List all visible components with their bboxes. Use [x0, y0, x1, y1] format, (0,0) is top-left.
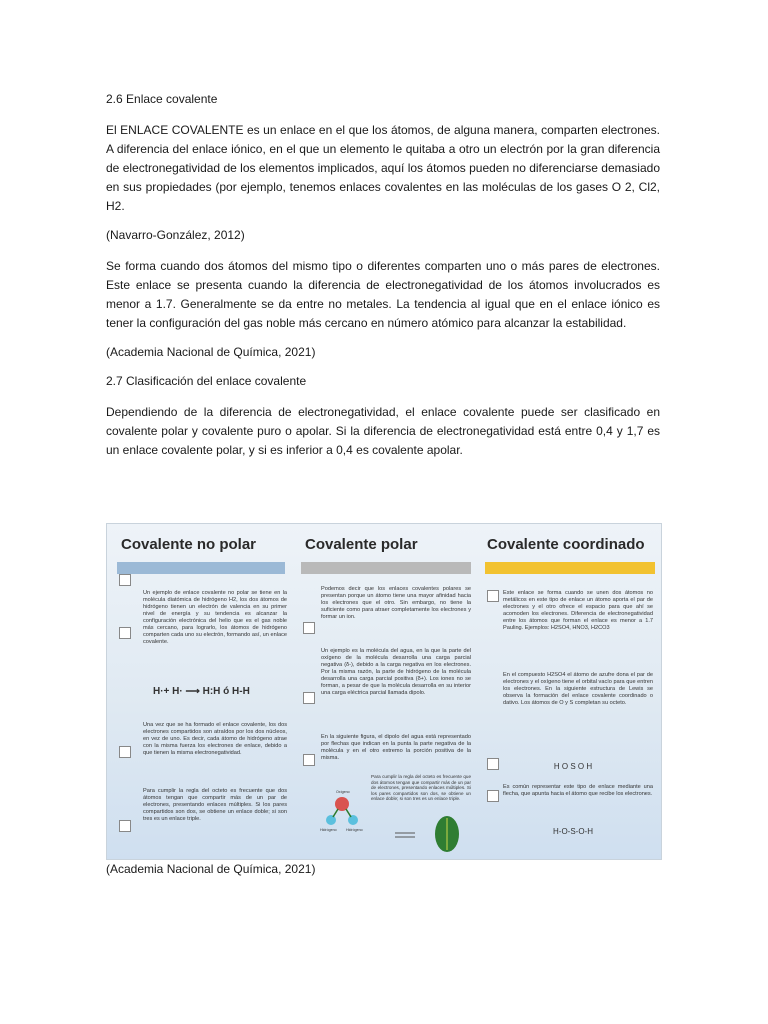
hydrogen-label: Hidrógeno	[320, 828, 337, 832]
checkbox-icon	[487, 758, 499, 770]
oxygen-label: Oxígeno	[336, 790, 350, 794]
double-bond-icon	[393, 830, 417, 840]
title-covalente-polar: Covalente polar	[305, 536, 418, 553]
checkbox-icon	[119, 746, 131, 758]
color-bar-polar	[301, 562, 471, 574]
h2-formation-formula: H·+ H· ⟶ H:H ó H-H	[153, 686, 250, 697]
citation-academia: (Academia Nacional de Química, 2021)	[106, 345, 316, 359]
checkbox-icon	[303, 692, 315, 704]
color-bar-no-polar	[117, 562, 285, 574]
checkbox-icon	[303, 622, 315, 634]
checkbox-icon	[487, 590, 499, 602]
paragraph-formacion: Se forma cuando dos átomos del mismo tipo o diferentes comparten uno o más pares de electrones. Este enlace se presenta cuando la diferencia de electronegatividad de los átomos involucrados es menor a 1.7. Generalmente se da entre no metales. La tendencia al igual que en el enlace iónico es tener la configuración del gas noble más cercano en número atómico para alcanzar la estabilidad.	[106, 259, 660, 330]
text-no-polar-octet: Para cumplir la regla del octeto es frecuente que dos átomos tengan que compartir más de un par de electrones, presentando enlaces múltiples. Si los pares compartidos son dos, se obtiene un enlace doble; si son tres es un enlace triple.	[143, 788, 287, 822]
citation-navarro: (Navarro-González, 2012)	[106, 228, 245, 242]
title-covalente-coordinado: Covalente coordinado	[487, 536, 645, 553]
water-molecule-icon	[319, 788, 365, 834]
text-coordinado-arrow: Es común representar este tipo de enlace mediante una flecha, que apunta hacia el átomo que recibe los electrones.	[503, 784, 653, 797]
text-coordinado-intro: Este enlace se forma cuando se unen dos átomos no metálicos en este tipo de enlace un átomo aporta el par de electrones y el otro ofrece el espacio para que ahí se acomoden los electrones. Diferencia de electronegatividad entre los átomos que forman el enlace es menor a 1.7 Pauling. Ejemplos: H2SO4, HNO3, H2CO3	[503, 590, 653, 631]
text-polar-octet: Para cumplir la regla del octeto es frecuente que dos átomos tengan que compartir más de un par de electrones, presentando enlaces múltiples. Si los pares compartidos son dos, se obtiene un enlace doble; si son tres es un enlace triple.	[371, 774, 471, 802]
figure-citation: (Academia Nacional de Química, 2021)	[106, 862, 316, 876]
structural-formula-arrow: H-O-S-O-H	[553, 827, 593, 836]
column-covalente-no-polar	[107, 524, 291, 859]
checkbox-icon	[487, 790, 499, 802]
section-heading-2-7: 2.7 Clasificación del enlace covalente	[106, 374, 307, 388]
checkbox-icon	[119, 820, 131, 832]
text-polar-water: Un ejemplo es la molécula del agua, en la que la parte del oxígeno de la molécula desarrolla una carga parcial negativa (δ-), debido a la carga negativa en los electrones. Por la misma razón, la parte de hidrógeno de la molécula desarrolla una carga parcial positiva (δ+). Los iones no se forman, a pesar de que la molécula desarrolla en su interior una carga eléctrica parcial llamada dipolo.	[321, 648, 471, 696]
text-polar-dipole: En la siguiente figura, el dipolo del agua está representado por flechas que indican en la punta la parte negativa de la molécula y en el otro extremo la porción positiva de la misma.	[321, 734, 471, 761]
document-body	[106, 92, 660, 472]
section-heading-2-6: 2.6 Enlace covalente	[106, 92, 218, 106]
text-no-polar-attraction: Una vez que se ha formado el enlace covalente, los dos electrones compartidos son atraídos por los dos núcleos, en vez de uno. Es decir, cada átomo de hidrógeno atrae con la misma fuerza los electrones de enlace, debido a que tienen la misma electronegatividad.	[143, 722, 287, 756]
leaf-illustration-icon	[429, 814, 465, 854]
lewis-structure-dot: H O S O H	[553, 762, 593, 771]
checkbox-icon	[119, 627, 131, 639]
checkbox-icon	[303, 754, 315, 766]
text-coordinado-h2so4: En el compuesto H2SO4 el átomo de azufre dona el par de electrones y el oxígeno tiene el orbital vacío para que entren los electrones. En la siguiente estructura de Lewis se observa la formación del enlace covalente coordinado o dativo. Los átomos de O y S completan su octeto.	[503, 672, 653, 706]
color-bar-coordinado	[485, 562, 655, 574]
checkbox-icon	[119, 574, 131, 586]
text-no-polar-intro: Un ejemplo de enlace covalente no polar se tiene en la molécula diatómica de hidrógeno H2, los dos átomos de hidrógeno tienen un electrón de valencia en su primer nivel de energía y su tendencia es alcanzar la configuración electrónica del helio que es el gas noble más cercano, para lograrlo, los átomos de hidrógeno comparten cada uno su electrón, formando así, un enlace covalente.	[143, 590, 287, 645]
text-polar-intro: Podemos decir que los enlaces covalentes polares se presentan porque un átomo tiene una mayor afinidad hacia los electrones que el otro. Sin embargo, no tiene la suficiente como para atraer completamente los electrones y formar un ion.	[321, 586, 471, 620]
column-covalente-coordinado	[481, 524, 661, 859]
title-covalente-no-polar: Covalente no polar	[121, 536, 257, 553]
hydrogen-label: Hidrógeno	[346, 828, 363, 832]
paragraph-clasificacion: Dependiendo de la diferencia de electronegatividad, el enlace covalente puede ser clasificado en covalente polar y covalente puro o apolar. Si la diferencia de electronegatividad está entre 0,4 y 1,7 es un enlace covalente polar, y si es inferior a 0,4 es covalente apolar.	[106, 405, 660, 457]
paragraph-enlace-covalente: El ENLACE COVALENTE es un enlace en el que los átomos, de alguna manera, comparten electrones. A diferencia del enlace iónico, en el que un elemento le quitaba a otro un electrón por la gran diferencia de electronegatividad de los elementos implicados, aquí los átomos pueden no diferenciarse demasiado en sus propiedades (por ejemplo, tenemos enlaces covalentes en las moléculas de los gases O 2, Cl2, H2.	[106, 123, 660, 213]
covalent-bond-infographic	[106, 523, 662, 860]
column-covalente-polar	[295, 524, 477, 859]
